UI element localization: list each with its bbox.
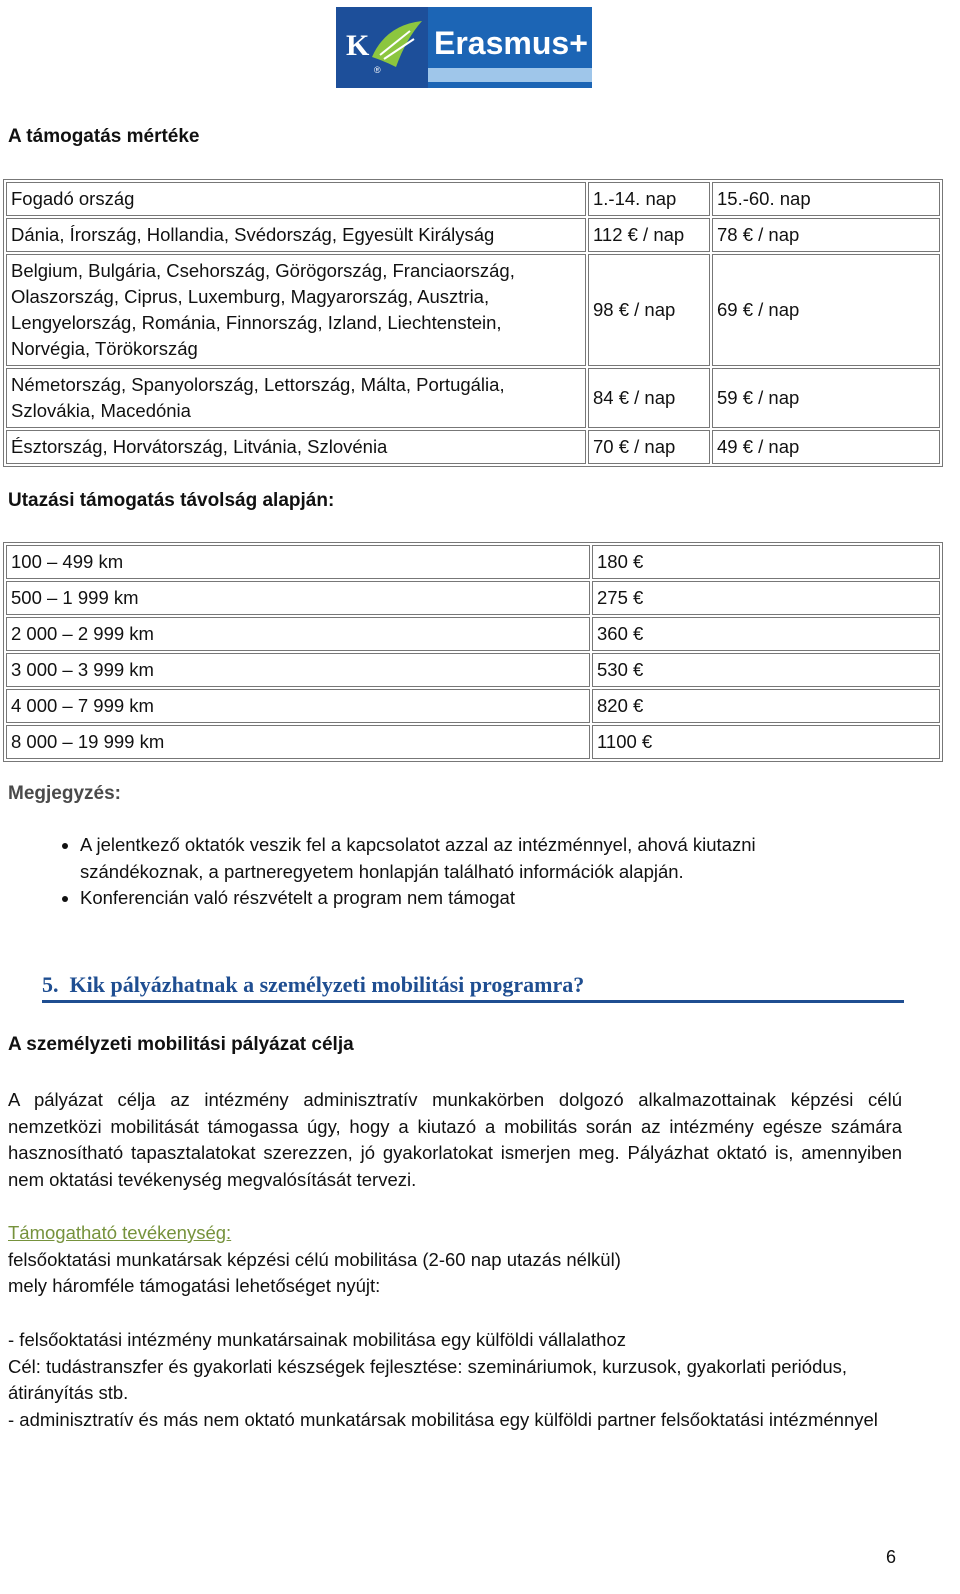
stay-support-table [3,179,943,467]
table-row [6,545,940,579]
countries-cell: Dánia, Írország, Hollandia, Svédország, Egyesült Királyság [6,218,586,252]
header-long: 15.-60. nap [712,182,940,216]
erasmus-logo [428,7,592,88]
amount-cell: 530 € [592,653,940,687]
table-row [6,218,940,252]
notes-title: Megjegyzés: [8,783,121,804]
table-row [6,689,940,723]
activity-block [8,1220,902,1300]
logo [336,7,592,88]
table-row [6,430,940,464]
table-header-row [6,182,940,216]
options-block [8,1327,902,1433]
table-row [6,368,940,428]
travel-title: Utazási támogatás távolság alapján: [8,490,335,511]
section-title: A támogatás mértéke [8,126,200,147]
option-line: - felsőoktatási intézmény munkatársainak mobilitása egy külföldi vállalathoz [8,1329,626,1350]
distance-cell: 4 000 – 7 999 km [6,689,590,723]
distance-cell: 8 000 – 19 999 km [6,725,590,759]
amount-cell: 180 € [592,545,940,579]
notes-list [40,832,860,912]
travel-support-table [3,542,943,762]
rate-short-cell: 70 € / nap [588,430,710,464]
countries-cell: Észtország, Horvátország, Litvánia, Szlovénia [6,430,586,464]
amount-cell: 1100 € [592,725,940,759]
rate-long-cell: 69 € / nap [712,254,940,366]
distance-cell: 3 000 – 3 999 km [6,653,590,687]
section-5-heading [42,972,904,1003]
list-item: • Konferencián való részvételt a program nem támogat [80,885,860,912]
distance-cell: 500 – 1 999 km [6,581,590,615]
table-row [6,725,940,759]
goal-text: A pályázat célja az intézmény adminisztratív munkakörben dolgozó alkalmazottainak képzési célú nemzetközi mobilitását támogassa úgy, hogy a kiutazó a mobilitás során az intézmény egésze számára hasznosítható tapasztalatokat szerezzen, jó gyakorlatokat ismerjen meg. Pályázhat oktató is, amennyiben nem oktatási tevékenység megvalósítását tervezi. [8,1089,902,1190]
amount-cell: 360 € [592,617,940,651]
header-country: Fogadó ország [6,182,586,216]
distance-cell: 100 – 499 km [6,545,590,579]
rate-long-cell: 78 € / nap [712,218,940,252]
amount-cell: 820 € [592,689,940,723]
countries-cell: Belgium, Bulgária, Csehország, Görögország, Franciaország, Olaszország, Ciprus, Luxemburg, Magyarország, Ausztria, Lengyelország, Románia, Finnország, Izland, Liechtenstein, Norvégia, Törökország [6,254,586,366]
activity-line: felsőoktatási munkatársak képzési célú mobilitása (2-60 nap utazás nélkül) [8,1248,621,1270]
erasmus-logo-strip [428,68,592,82]
option-line: Cél: tudástranszfer és gyakorlati készségek fejlesztése: szemináriumok, kurzusok, gyakorlati periódus, átirányítás stb. [8,1355,848,1403]
rate-short-cell: 84 € / nap [588,368,710,428]
amount-cell: 275 € [592,581,940,615]
rate-long-cell: 59 € / nap [712,368,940,428]
option-line: - adminisztratív és más nem oktató munkatársak mobilitása egy külföldi partner felsőoktatási intézménnyel [8,1408,878,1430]
distance-cell: 2 000 – 2 999 km [6,617,590,651]
header-short: 1.-14. nap [588,182,710,216]
rate-short-cell: 112 € / nap [588,218,710,252]
list-item: • A jelentkező oktatók veszik fel a kapcsolatot azzal az intézménnyel, ahová kiutazni szándékoznak, a partneregyetem honlapján található információk alapján. [80,832,860,885]
table-row [6,581,940,615]
table-row [6,254,940,366]
activity-line: mely háromféle támogatási lehetőséget nyújt: [8,1275,381,1296]
rate-long-cell: 49 € / nap [712,430,940,464]
page-number: 6 [886,1547,897,1567]
section-title-5: Kik pályázhatnak a személyzeti mobilitási programra? [69,972,585,997]
k-logo-letter: K [346,29,370,62]
rate-short-cell: 98 € / nap [588,254,710,366]
goal-title: A személyzeti mobilitási pályázat célja [8,1034,354,1055]
k-logo [336,7,428,88]
table-row [6,653,940,687]
table-row [6,617,940,651]
countries-cell: Németország, Spanyolország, Lettország, Málta, Portugália, Szlovákia, Macedónia [6,368,586,428]
activity-title: Támogatható tevékenység: [8,1222,232,1243]
registered-mark: ® [374,65,381,75]
section-number: 5. [42,972,59,997]
erasmus-logo-text: Erasmus+ [434,25,588,61]
